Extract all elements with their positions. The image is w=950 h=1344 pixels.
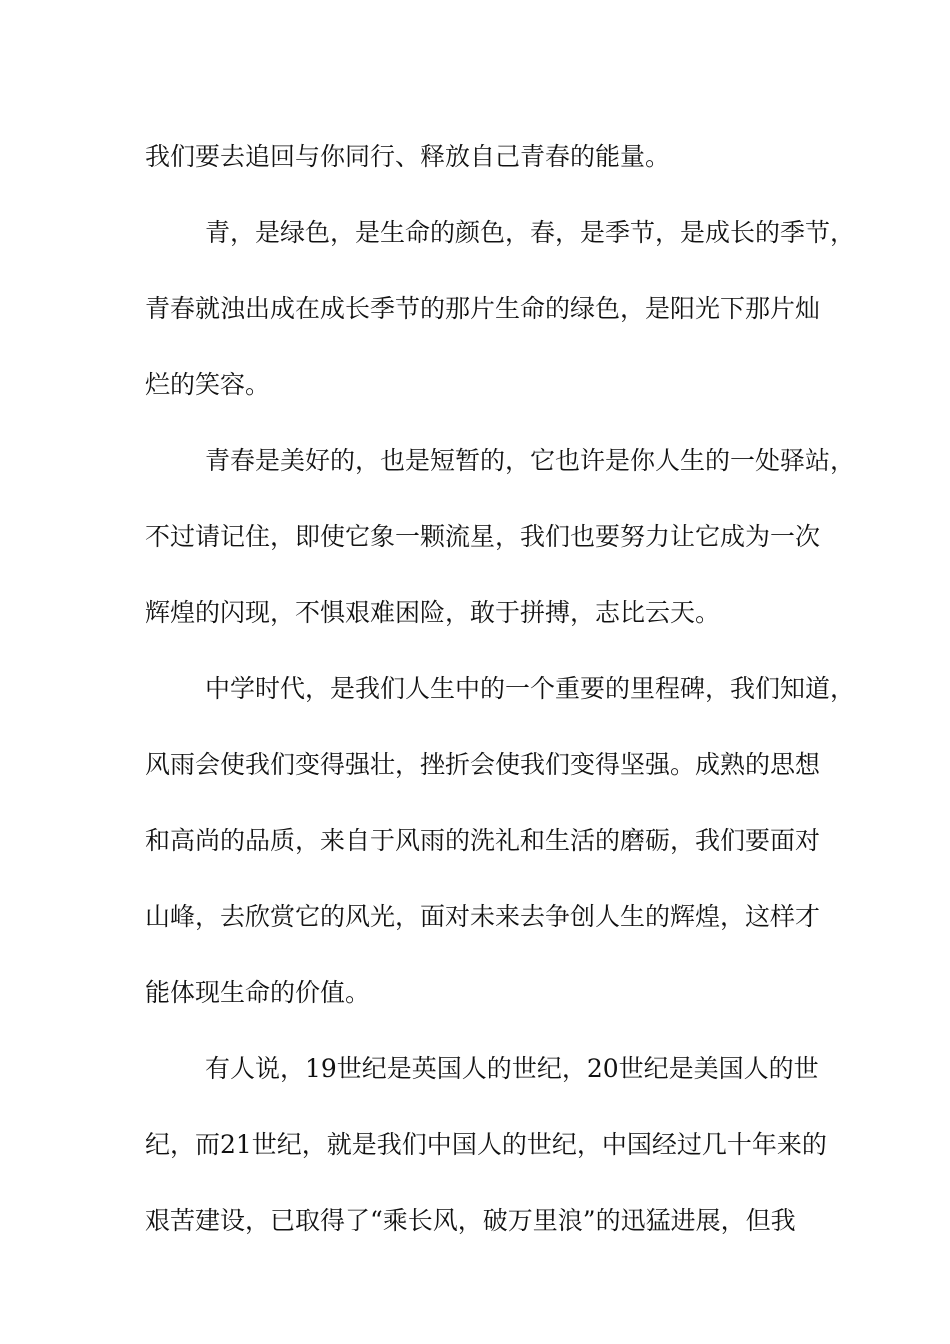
text-line: 我们要去追回与你同行、释放自己青春的能量。 <box>145 142 671 171</box>
text-line: 有人说，19世纪是英国人的世纪，20世纪是美国人的世 <box>205 1054 819 1083</box>
text-line: 能体现生命的价值。 <box>145 978 371 1007</box>
text-line: 纪，而21世纪，就是我们中国人的世纪，中国经过几十年来的 <box>145 1130 827 1159</box>
text-line: 青，是绿色，是生命的颜色，春，是季节，是成长的季节， <box>205 218 856 247</box>
text-line: 风雨会使我们变得强壮，挫折会使我们变得坚强。成熟的思想 <box>145 750 821 779</box>
text-line: 艰苦建设，已取得了“乘长风，破万里浪”的迅猛进展，但我 <box>145 1206 796 1235</box>
text-line: 烂的笑容。 <box>145 370 271 399</box>
text-line: 青春是美好的，也是短暂的，它也许是你人生的一处驿站， <box>205 446 856 475</box>
text-line: 山峰，去欣赏它的风光，面对未来去争创人生的辉煌，这样才 <box>145 902 821 931</box>
body-text <box>145 128 856 1249</box>
text-line: 青春就浊出成在成长季节的那片生命的绿色，是阳光下那片灿 <box>145 294 821 323</box>
text-line: 中学时代，是我们人生中的一个重要的里程碑，我们知道， <box>205 674 856 703</box>
text-line: 和高尚的品质，来自于风雨的洗礼和生活的磨砺，我们要面对 <box>145 826 821 855</box>
text-line: 辉煌的闪现，不惧艰难困险，敢于拼搏，志比云天。 <box>145 598 721 627</box>
text-line: 不过请记住，即使它象一颗流星，我们也要努力让它成为一次 <box>145 522 821 551</box>
